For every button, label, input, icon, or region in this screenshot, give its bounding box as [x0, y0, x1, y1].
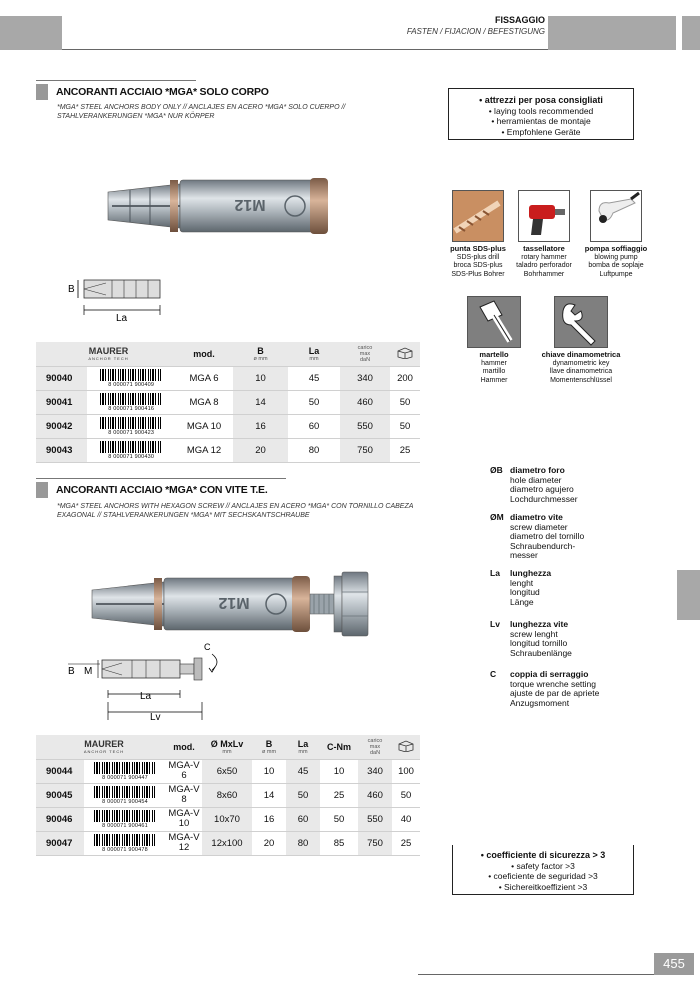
dim-label-la: La: [140, 691, 152, 702]
tool-desc: Luftpumpe: [599, 270, 633, 278]
max-load: 460: [340, 390, 390, 414]
header-right-block: [548, 16, 676, 50]
max-load: 550: [340, 414, 390, 438]
dim-label-b: B: [68, 284, 75, 295]
dim-label-c: C: [204, 642, 211, 652]
col-pack-icon: [392, 735, 420, 759]
product-code: 90045: [36, 783, 84, 807]
section2-description: *MGA* STEEL ANCHORS WITH HEXAGON SCREW // ANCLAJES EN ACERO *MGA* CON TORNILLO CABEZA EXAGONAL // STAHLVERANKERUNGEN *MGA* MIT SECHSKANTSCHRAUBE: [57, 503, 414, 519]
product-code: 90041: [36, 390, 87, 414]
col-mod: mod.: [166, 735, 202, 759]
tool-desc: rotary hammer: [521, 253, 567, 261]
table-row: [36, 783, 420, 807]
product-code: 90040: [36, 366, 87, 390]
legend-line: Anzugsmoment: [510, 697, 570, 708]
table-row: [36, 807, 420, 831]
legend-title: diametro foro: [510, 465, 565, 475]
col-pack-icon: [390, 342, 420, 366]
legend-line: hole diameter: [510, 474, 562, 485]
diameter-b: 10: [252, 759, 286, 783]
length-la: 45: [288, 366, 340, 390]
safety-callout-line: • coeficiente de seguridad >3: [488, 871, 598, 881]
col-la: La mm: [288, 342, 340, 366]
product-code: 90047: [36, 831, 84, 855]
tools-callout-line: • laying tools recommended: [488, 105, 594, 116]
legend-key: C: [490, 669, 497, 679]
diameter-b: 20: [252, 831, 286, 855]
legend-key: ØB: [490, 465, 503, 475]
col-mod: mod.: [175, 342, 233, 366]
rotary-hammer-icon: [518, 190, 570, 242]
length-la: 60: [288, 414, 340, 438]
section1-title: ANCORANTI ACCIAIO *MGA* SOLO CORPO: [56, 86, 269, 98]
safety-callout-line: • safety factor >3: [511, 860, 575, 871]
legend-line: screw lenght: [510, 628, 558, 639]
table-row: [36, 390, 420, 414]
tool-desc: Hammer: [480, 376, 508, 384]
table-row: [36, 366, 420, 390]
pack-qty: 40: [392, 807, 420, 831]
length-la: 50: [286, 783, 320, 807]
tools-callout: [448, 88, 634, 140]
torque: 85: [320, 831, 358, 855]
diameter-b: 14: [233, 390, 288, 414]
table-row: [36, 438, 420, 462]
tool-sds-drill: [444, 190, 512, 279]
brand-logo: MAURER ANCHOR TECH: [36, 735, 166, 759]
tool-rotary-hammer: [510, 190, 578, 279]
length-la: 80: [286, 831, 320, 855]
header-title: FISSAGGIO: [494, 15, 545, 25]
pack-qty: 50: [390, 390, 420, 414]
legend-key: La: [490, 568, 500, 578]
safety-callout-title: • coefficiente di sicurezza > 3: [480, 850, 606, 860]
col-load: carico max daN: [340, 342, 390, 366]
barcode: 8 000071 900423: [87, 414, 175, 438]
table-row: [36, 414, 420, 438]
legend-line: ajuste de par de apriete: [510, 688, 600, 698]
header-left-block: [0, 16, 62, 50]
anchor-ring: [154, 578, 162, 630]
pack-qty: 50: [390, 414, 420, 438]
tool-hammer: [462, 296, 526, 385]
tools-callout-title: • attrezzi per posa consigliati: [479, 95, 603, 105]
model: MGA 10: [175, 414, 233, 438]
tool-desc: SDS-plus drill: [456, 253, 500, 261]
header-subtitle: FASTEN / FIJACION / BEFESTIGUNG: [406, 27, 545, 36]
pack-qty: 25: [390, 438, 420, 462]
legend-line: diametro del tornillo: [510, 531, 585, 541]
barcode: 8 000071 900430: [87, 438, 175, 462]
anchor-screw-photo: [84, 568, 374, 640]
footer-rule: [418, 974, 654, 975]
model: MGA 12: [175, 438, 233, 462]
tool-desc: dynamometric key: [552, 359, 610, 367]
anchor-stamp: M12: [218, 594, 250, 611]
section1-rule: [36, 80, 196, 81]
header-corner-block: [682, 16, 700, 50]
tools-callout-line: • herramientas de montaje: [491, 116, 591, 126]
torque: 10: [320, 759, 358, 783]
tool-desc: Bohrhammer: [523, 270, 565, 278]
model: MGA-V 6: [166, 759, 202, 783]
dim-label-m: M: [84, 666, 93, 677]
table-row: [36, 831, 420, 855]
legend-title: lunghezza vite: [510, 619, 569, 629]
model: MGA-V 8: [166, 783, 202, 807]
side-tab: [677, 570, 700, 620]
dim-label-la: La: [116, 313, 128, 323]
legend-key: ØM: [490, 512, 504, 522]
anchor-stamp: M12: [234, 196, 266, 213]
section2-marker: [36, 482, 48, 498]
legend-item: [490, 569, 551, 607]
screw-size: 6x50: [202, 759, 252, 783]
col-cnm: C-Nm: [320, 735, 358, 759]
section1-heading: [36, 84, 269, 100]
screw-size: 8x60: [202, 783, 252, 807]
pack-qty: 25: [392, 831, 420, 855]
col-b: B ø mm: [233, 342, 288, 366]
diameter-b: 16: [233, 414, 288, 438]
diameter-b: 10: [233, 366, 288, 390]
torque: 25: [320, 783, 358, 807]
tool-name: punta SDS-plus: [450, 244, 506, 253]
max-load: 340: [340, 366, 390, 390]
dim-label-lv: Lv: [150, 712, 161, 722]
table-row: [36, 759, 420, 783]
legend-item: [490, 670, 599, 708]
anchor-collar: [310, 178, 328, 234]
length-la: 80: [288, 438, 340, 462]
tool-desc: bomba de soplaje: [588, 262, 644, 269]
section1-description: *MGA* STEEL ANCHORS BODY ONLY // ANCLAJES EN ACERO *MGA* SOLO CUERPO // STAHLVERANKERUNGEN *MGA* NUR KÖRPER: [57, 104, 346, 120]
section1-marker: [36, 84, 48, 100]
section2-rule: [36, 478, 286, 479]
anchor-photo: [100, 170, 340, 242]
screw-size: 12x100: [202, 831, 252, 855]
tool-blowing-pump: [578, 190, 654, 279]
legend-line: screw diameter: [510, 521, 568, 532]
diameter-b: 20: [233, 438, 288, 462]
legend-title: lunghezza: [510, 568, 552, 578]
anchor-ring: [170, 180, 178, 232]
max-load: 460: [358, 783, 392, 807]
tool-name: pompa soffiaggio: [584, 244, 648, 253]
diameter-b: 14: [252, 783, 286, 807]
brand-logo: MAURER ANCHOR TECH: [36, 342, 175, 366]
legend-title: diametro vite: [510, 512, 563, 522]
page-number: 455: [654, 953, 694, 975]
tool-desc: hammer: [481, 359, 507, 367]
section2-dimension-diagram: [62, 640, 232, 722]
barcode: 8 000071 900461: [84, 807, 166, 831]
barcode: 8 000071 900478: [84, 831, 166, 855]
barcode: 8 000071 900409: [87, 366, 175, 390]
legend-line: Schraubenlänge: [510, 647, 572, 658]
legend-title: coppia di serraggio: [510, 669, 589, 679]
section2-table: [36, 735, 420, 856]
legend-line: Lochdurchmesser: [510, 493, 578, 504]
length-la: 45: [286, 759, 320, 783]
length-la: 50: [288, 390, 340, 414]
col-b: B ø mm: [252, 735, 286, 759]
col-la: La mm: [286, 735, 320, 759]
header-rule: [62, 49, 548, 50]
legend-line: Länge: [510, 596, 534, 607]
diameter-b: 16: [252, 807, 286, 831]
hammer-icon: [467, 296, 521, 348]
legend-line: longitud: [510, 587, 540, 597]
product-code: 90043: [36, 438, 87, 462]
screw-size: 10x70: [202, 807, 252, 831]
max-load: 750: [340, 438, 390, 462]
max-load: 750: [358, 831, 392, 855]
model: MGA 6: [175, 366, 233, 390]
max-load: 550: [358, 807, 392, 831]
section2-heading: [36, 482, 268, 498]
model: MGA 8: [175, 390, 233, 414]
tool-desc: martillo: [482, 368, 506, 375]
legend-key: Lv: [490, 619, 500, 629]
product-code: 90042: [36, 414, 87, 438]
model: MGA-V 12: [166, 831, 202, 855]
drill-bit-icon: [452, 190, 504, 242]
legend-item: [490, 466, 578, 504]
tool-name: martello: [479, 350, 509, 359]
anchor-collar: [292, 576, 310, 632]
wrench-icon: [554, 296, 608, 348]
safety-callout: [452, 845, 634, 895]
legend-line: messer: [510, 550, 538, 560]
tool-desc: llave dinamometrica: [549, 368, 613, 375]
max-load: 340: [358, 759, 392, 783]
section2-title: ANCORANTI ACCIAIO *MGA* CON VITE T.E.: [56, 484, 268, 496]
legend-line: diametro agujero: [510, 484, 574, 494]
legend-line: lenght: [510, 577, 534, 588]
washer: [334, 576, 342, 632]
col-mxlv: Ø MxLv mm: [202, 735, 252, 759]
tool-desc: SDS-Plus Bohrer: [451, 270, 505, 278]
section1-table: [36, 342, 420, 463]
tool-desc: broca SDS-plus: [453, 262, 503, 269]
safety-callout-line: • Sichereitkoeffizient >3: [498, 881, 588, 892]
col-load: carico max daN: [358, 735, 392, 759]
legend-line: longitud tornillo: [510, 638, 568, 648]
product-code: 90044: [36, 759, 84, 783]
model: MGA-V 10: [166, 807, 202, 831]
blowing-pump-icon: [590, 190, 642, 242]
torque: 50: [320, 807, 358, 831]
tool-desc: taladro perforador: [516, 262, 572, 269]
product-code: 90046: [36, 807, 84, 831]
tools-callout-line: • Empfohlene Geräte: [501, 126, 581, 137]
table-header-row: [36, 342, 420, 366]
tool-name: chiave dinamometrica: [541, 350, 621, 359]
dim-label-b: B: [68, 666, 75, 677]
tool-name: tassellatore: [523, 244, 565, 253]
tool-desc: Momentenschlüssel: [550, 376, 612, 384]
legend-line: torque wrenche setting: [510, 678, 596, 689]
legend-item: [490, 513, 584, 561]
table-header-row: [36, 735, 420, 759]
pack-qty: 200: [390, 366, 420, 390]
length-la: 60: [286, 807, 320, 831]
barcode: 8 000071 900416: [87, 390, 175, 414]
hexagon-head: [342, 572, 368, 636]
legend-item: [490, 620, 572, 658]
legend-line: Schraubendurch-: [510, 540, 576, 551]
pack-qty: 50: [392, 783, 420, 807]
barcode: 8 000071 900447: [84, 759, 166, 783]
section1-dimension-diagram: [62, 275, 172, 323]
pack-qty: 100: [392, 759, 420, 783]
tool-torque-wrench: [530, 296, 632, 385]
tool-desc: blowing pump: [594, 253, 638, 261]
barcode: 8 000071 900454: [84, 783, 166, 807]
